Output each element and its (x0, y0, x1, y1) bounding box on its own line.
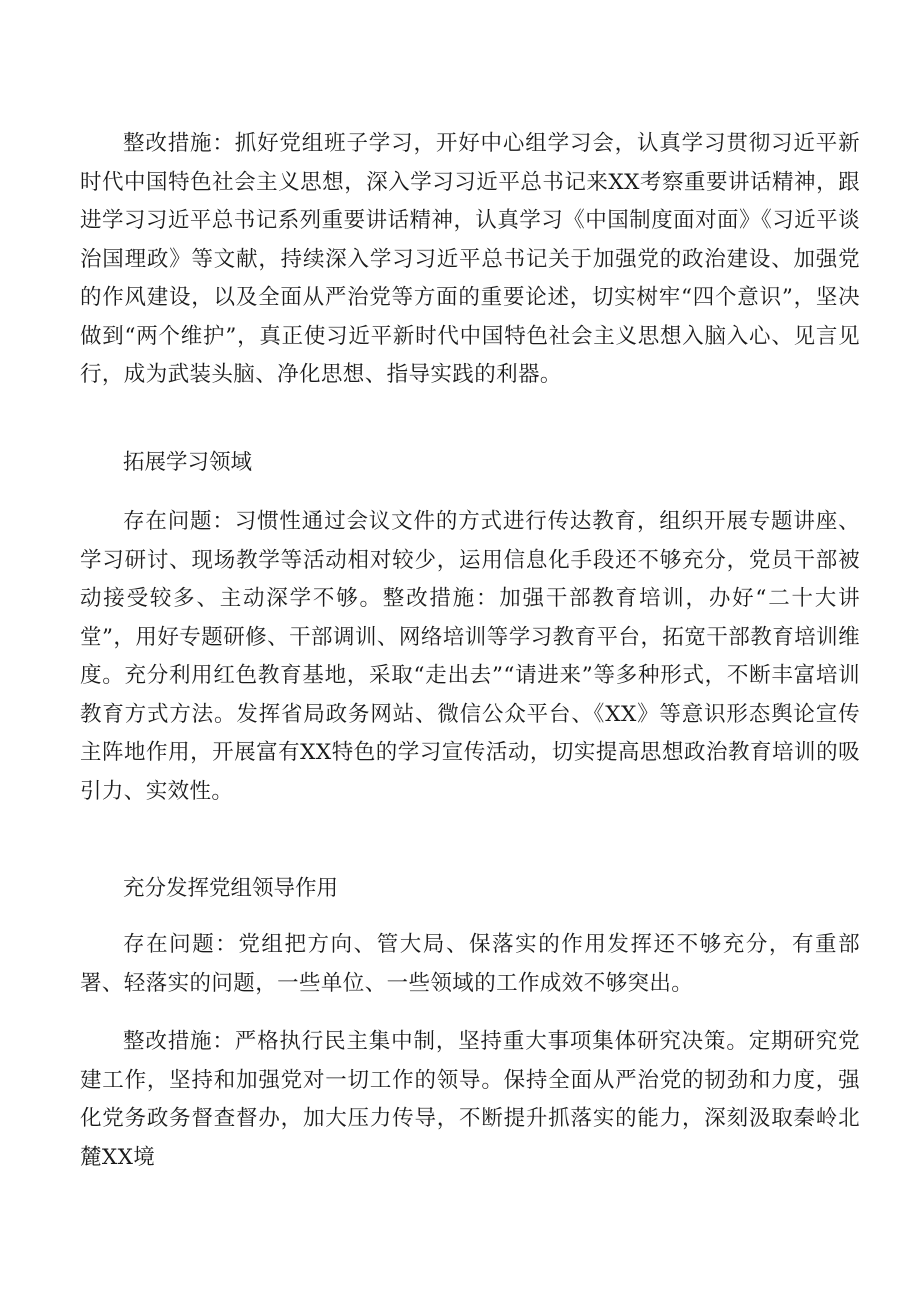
paragraph-rectification-measures-study: 整改措施：抓好党组班子学习，开好中心组学习会，认真学习贯彻习近平新时代中国特色社会主义思想，深入学习习近平总书记来XX考察重要讲话精神，跟进学习习近平总书记系列重要讲话精神，认真学习《中国制度面对面》《习近平谈治国理政》等文献，持续深入学习习近平总书记关于加强党的政治建设、加强党的作风建设，以及全面从严治党等方面的重要论述，切实树牢“四个意识”，坚决做到“两个维护”，真正使习近平新时代中国特色社会主义思想入脑入心、见言见行，成为武装头脑、净化思想、指导实践的利器。 (80, 131, 860, 387)
paragraph-existing-problems-learning: 存在问题：习惯性通过会议文件的方式进行传达教育，组织开展专题讲座、学习研讨、现场教学等活动相对较少，运用信息化手段还不够充分，党员干部被动接受较多、主动深学不够。整改措施：加强干部教育培训，办好“二十大讲堂”，用好专题研修、干部调训、网络培训等学习教育平台，拓宽干部教育培训维度。充分利用红色教育基地，采取“走出去”“请进来”等多种形式，不断丰富培训教育方式方法。发挥省局政务网站、微信公众平台、《XX》等意识形态舆论宣传主阵地作用，开展富有XX特色的学习宣传活动，切实提高思想政治教育培训的吸引力、实效性。 (80, 509, 860, 804)
paragraph-rectification-measures-leadership: 整改措施：严格执行民主集中制，坚持重大事项集体研究决策。定期研究党建工作，坚持和加强党对一切工作的领导。保持全面从严治党的韧劲和力度，强化党务政务督查督办，加大压力传导，不断提升抓落实的能力，深刻汲取秦岭北麓XX境 (80, 1029, 860, 1170)
section-heading-party-leadership: 充分发挥党组领导作用 (123, 876, 339, 901)
section-heading-expand-learning: 拓展学习领域 (123, 450, 253, 475)
paragraph-existing-problems-leadership: 存在问题：党组把方向、管大局、保落实的作用发挥还不够充分，有重部署、轻落实的问题，一些单位、一些领域的工作成效不够突出。 (80, 932, 860, 996)
